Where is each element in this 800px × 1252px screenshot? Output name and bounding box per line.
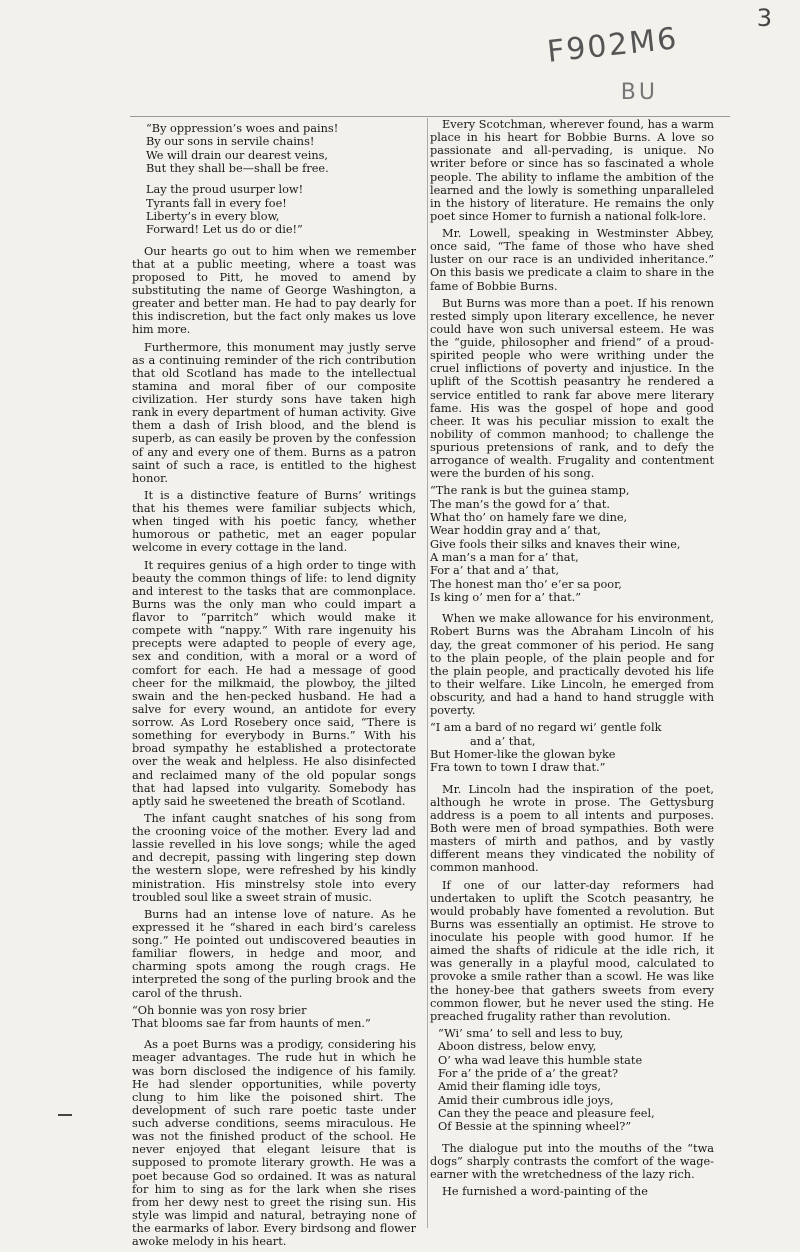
paragraph: Our hearts go out to him when we remember that at a public meeting, where a toast was proposed to Pitt, he moved to amend by substituting the name of George Washington, a greater and better man. He had to pay dearly for this indiscretion, but the fact only makes us love him more.: [132, 244, 416, 337]
verse-line: The man’s the gowd for a’ that.: [430, 497, 610, 511]
top-rule: [130, 116, 730, 117]
paragraph: Every Scotchman, wherever found, has a warm place in his heart for Bobbie Burns. A love so passionate and all-pervading, is unique. No writer before or since has so fascinated a whole people. The ability to inflame the ambition of the learned and the lowly is something unparalleled in the history of literature. He remains the only poet since Homer to furnish a national folk-lore.: [430, 118, 714, 223]
paragraph: It is a distinctive feature of Burns’ writings that his themes were familiar subjects which, when tinged with his poetic fancy, whether humorous or pathetic, met an eager popular welcome in every cottage in the land.: [132, 488, 416, 555]
left-column: [132, 118, 416, 1252]
verse-line: Tyrants fall in every foe!: [146, 196, 287, 210]
verse-sma-to-sell: [430, 1027, 714, 1134]
verse-line: “By oppression’s woes and pains!: [146, 122, 339, 135]
paragraph: But Burns was more than a poet. If his renown rested simply upon literary excellence, he never could have won such universal esteem. He was the “guide, philosopher and friend” of a proud-spirited people who were writhing under the cruel inflictions of poverty and injustice. In the uplift of the Scottish peasantry he rendered a service entitled to rank far above mere literary fame. His was the gospel of hope and good cheer. It was his peculiar mission to exalt the nobility of common manhood; to challenge the spurious pretensions of rank, and to defy the arrogance of wealth. Frugality and contentment were the burden of his song.: [430, 296, 714, 481]
paragraph: The dialogue put into the mouths of the “twa dogs” sharply contrasts the comfort of the wage-earner with the wretchedness of the lazy rich.: [430, 1141, 714, 1181]
verse-line: “Wi’ sma’ to sell and less to buy,: [438, 1026, 624, 1040]
verse-line: and a’ that,: [470, 734, 536, 748]
verse-line: O’ wha wad leave this humble state: [438, 1053, 643, 1067]
verse-line: Lay the proud usurper low!: [146, 183, 304, 197]
verse-line: For a’ that and a’ that,: [430, 564, 560, 578]
archive-note-sub: BU: [620, 80, 658, 105]
page-number: 3: [756, 4, 772, 32]
paragraph: Furthermore, this monument may justly serve as a continuing reminder of the rich contribution that old Scotland has made to the intellectual stamina and moral fiber of our composite civilization. Her sturdy sons have taken high rank in every department of human activity. Give them a dash of Irish blood, and the blend is superb, as can easily be proven by the confession of any and every one of them. Burns as a patron saint of such a race, is entitled to the highest honor.: [132, 340, 416, 485]
archive-note: F902M6: [545, 21, 680, 70]
verse-line: Fra town to town I draw that.”: [430, 761, 606, 775]
margin-dash: [58, 1114, 72, 1116]
paragraph: When we make allowance for his environment, Robert Burns was the Abraham Lincoln of his day, the great commoner of his period. He sang to the plain people, of the plain people and for the plain people, and practically devoted his life to their welfare. Like Lincoln, he emerged from obscurity, and had a hand to hand struggle with poverty.: [430, 612, 714, 718]
verse-line: Amid their flaming idle toys,: [438, 1080, 601, 1094]
verse-line: What tho’ on hamely fare we dine,: [430, 511, 628, 525]
verse-scots-wha-hae: [132, 122, 416, 237]
verse-line: That blooms sae far from haunts of men.”: [132, 1016, 371, 1030]
verse-line: For a’ the pride of a’ the great?: [438, 1066, 619, 1080]
verse-line: The honest man tho’ e’er sa poor,: [430, 577, 622, 591]
verse-line: Aboon distress, below envy,: [438, 1040, 597, 1054]
paragraph: Mr. Lowell, speaking in Westminster Abbey, once said, “The fame of those who have shed luster on our race is an undivided inheritance.” On this basis we predicate a claim to share in the fame of Bobbie Burns.: [430, 227, 715, 293]
verse-line: Amid their cumbrous idle joys,: [438, 1093, 614, 1107]
verse-line: Forward! Let us do or die!”: [146, 223, 303, 237]
verse-line: But Homer-like the glowan byke: [430, 747, 616, 761]
verse-line: Is king o’ men for a’ that.”: [430, 591, 582, 604]
verse-line: “I am a bard of no regard wi’ gentle folk: [430, 721, 662, 735]
verse-line: We will drain our dearest veins,: [146, 148, 328, 162]
right-column: [430, 118, 714, 1202]
verse-line: “The rank is but the guinea stamp,: [430, 484, 630, 498]
verse-line: A man’s a man for a’ that,: [430, 551, 579, 565]
verse-line: But they shall be—shall be free.: [146, 161, 329, 175]
paragraph: It requires genius of a high order to tinge with beauty the common things of life: to lend dignity and interest to the tasks that are commonplace. Burns was the only man who could impart a flavor to “parritch” which would make it compete with “nappy.” With rare ingenuity his precepts were adapted to people of every age, sex and condition, with a moral or a word of comfort for each. He had a message of good cheer for the milkmaid, the plowboy, the jilted swain and the hen-pecked husband. He had a salve for every wound, an antidote for every sorrow. As Lord Rosebery once said, “There is something for everybody in Burns.” With his broad sympathy he established a protectorate over the weak and helpless. He also disinfected and reclaimed many of the old popular songs that had lapsed into vulgarity. Somebody has aptly said he sweetened the breath of Scotland.: [132, 558, 416, 808]
verse-line: Can they the peace and pleasure feel,: [438, 1106, 655, 1120]
paragraph: As a poet Burns was a prodigy, considering his meager advantages. The rude hut in which he was born disclosed the indigence of his family. He had slender opportunities, while poverty clung to him like the poisoned shirt. The development of such rare poetic taste under such adverse conditions, seems miraculous. He was not the finished product of the school. He never enjoyed that elegant leisure that is supposed to promote literary growth. He was a poet because God so ordained. It was as natural for him to sing as for the lark when she rises from her dewy nest to greet the rising sun. His style was limpid and natural, betraying none of the earmarks of labor. Every birdsong and flower awoke melody in his heart.: [132, 1038, 416, 1249]
column-divider: [427, 118, 428, 1228]
paragraph: Mr. Lincoln had the inspiration of the poet, although he wrote in prose. The Gettysburg address is a poem to all intents and purposes. Both were men of broad sympathies. Both were masters of mirth and pathos, and by vastly different means they vindicated the nobility of common manhood.: [430, 782, 714, 875]
paragraph: He furnished a word-painting of the: [442, 1184, 648, 1198]
verse-line: Of Bessie at the spinning wheel?”: [438, 1120, 632, 1134]
paragraph: If one of our latter-day reformers had undertaken to uplift the Scotch peasantry, he would probably have fomented a revolution. But Burns was essentially an optimist. He strove to inoculate his people with good humor. If he aimed the shafts of ridicule at the idle rich, it was generally in a playful mood, calculated to provoke a smile rather than a scowl. He was like the honey-bee that gathers sweets from every common flower, but he never used the sting. He preached frugality rather than revolution.: [430, 878, 714, 1023]
paragraph: The infant caught snatches of his song from the crooning voice of the mother. Every lad and lassie revelled in his love songs; while the aged and decrepit, passing with lingering step down the western slope, were refreshed by his kindly ministration. His minstrelsy stole into every troubled soul like a sweet strain of music.: [132, 811, 416, 904]
verse-bard-of-no-regard: [430, 721, 714, 774]
paragraph: Burns had an intense love of nature. As he expressed it he “shared in each bird’s careless song.” He pointed out undiscovered beauties in familiar flowers, in hedge and moor, and charming spots among the rough crags. He interpreted the song of the purling brook and the carol of the thrush.: [132, 907, 416, 1000]
verse-guinea-stamp: [430, 484, 714, 604]
verse-line: “Oh bonnie was yon rosy brier: [132, 1003, 307, 1017]
verse-line: Liberty’s in every blow,: [146, 209, 280, 223]
verse-bonnie-brier: [132, 1004, 416, 1031]
verse-line: Wear hoddin gray and a’ that,: [430, 524, 601, 538]
verse-line: Give fools their silks and knaves their wine,: [430, 537, 681, 551]
verse-line: By our sons in servile chains!: [146, 135, 315, 149]
